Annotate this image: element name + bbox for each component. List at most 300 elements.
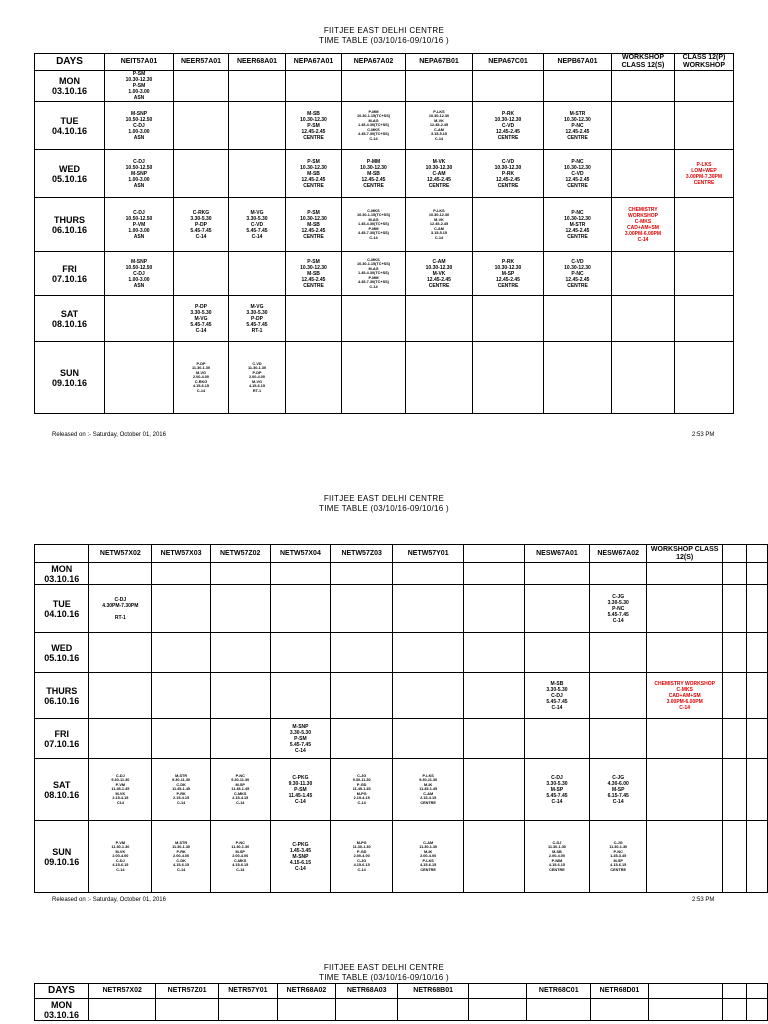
- schedule-cell: [331, 673, 393, 719]
- schedule-entry: C-AM 11.30-1.30 M-IK 2.00-4.00 P-LKS 4.15-6.15 CENTRE: [419, 840, 438, 872]
- day-name: SUN: [59, 367, 79, 378]
- schedule-entry: P-RK 10.30-12.30 M-SP 12.45-2.45 CENTRE: [494, 258, 522, 289]
- day-name: TUE: [60, 115, 79, 126]
- column-header-nesw67a02: NESW67A02: [589, 545, 647, 563]
- schedule-cell: [612, 71, 675, 102]
- day-cell: [35, 150, 105, 198]
- column-header-netw57z03: NETW57Z03: [331, 545, 393, 563]
- schedule-cell: [174, 198, 229, 252]
- schedule-cell: [105, 342, 174, 414]
- schedule-cell: [747, 999, 768, 1021]
- day-date: 04.10.16: [51, 125, 88, 136]
- schedule-cell: [342, 150, 406, 198]
- day-row: [35, 821, 768, 893]
- column-header-neer68a01: NEER68A01: [229, 54, 286, 71]
- schedule-cell: [473, 71, 544, 102]
- column-header-class-12-p-workshop: CLASS 12(P) WORKSHOP: [675, 54, 734, 71]
- schedule-entry: P-VM 11.30-1.30 M-VK 2.00-4.00 C-DJ 4.15-6.15 C-14: [111, 840, 130, 872]
- schedule-entry: M-STR 9.30-11.30 C-DK 11.45-1.45 P-RK 2.15-4.15 C-14: [172, 773, 191, 805]
- schedule-cell: [286, 71, 342, 102]
- header-block: [0, 494, 768, 514]
- day-row: [35, 999, 768, 1021]
- day-name: THURS: [54, 214, 85, 225]
- schedule-cell: [746, 719, 767, 759]
- schedule-entry: C-DJ 3.30-5.30 M-SP 5.45-7.45 C-14: [546, 774, 568, 805]
- column-header-blank: [747, 984, 768, 999]
- schedule-cell: [174, 71, 229, 102]
- column-header-blank: [464, 545, 525, 563]
- day-row: [35, 673, 768, 719]
- schedule-cell: [589, 673, 647, 719]
- schedule-cell: [406, 198, 473, 252]
- day-date: 03.10.16: [51, 86, 88, 96]
- schedule-cell: [89, 585, 152, 633]
- schedule-entry: CHEMISTRY WORKSHOP C-MKS CAD+AM+SM 3.00PM-6.00PM C-14: [624, 206, 662, 243]
- day-cell: [35, 252, 105, 296]
- day-cell: [35, 342, 105, 414]
- schedule-cell: [331, 585, 393, 633]
- schedule-cell: [89, 633, 152, 673]
- schedule-cell: [393, 563, 464, 585]
- day-cell: [35, 633, 89, 673]
- schedule-cell: [746, 673, 767, 719]
- schedule-cell: [229, 71, 286, 102]
- schedule-cell: [722, 719, 746, 759]
- schedule-cell: [105, 252, 174, 296]
- day-name: FRI: [62, 263, 77, 274]
- column-header-nepa67a01: NEPA67A01: [286, 54, 342, 71]
- schedule-entry: P-MM 10.30-12.30 M-SB 12.45-2.45 CENTRE: [360, 158, 387, 189]
- day-row: [35, 719, 768, 759]
- column-header-blank: [746, 545, 767, 563]
- day-name: MON: [59, 76, 80, 86]
- schedule-entry: P-SM 10.30-12.30 M-SB 12.45-2.45 CENTRE: [300, 158, 327, 189]
- day-row: [35, 759, 768, 821]
- column-header-nepa67a02: NEPA67A02: [342, 54, 406, 71]
- schedule-cell: [89, 719, 152, 759]
- day-name: MON: [50, 999, 72, 1010]
- schedule-cell: [722, 633, 746, 673]
- schedule-entry: C-PKG 9.30-11.30 P-SM 11.45-1.45 C-14: [288, 774, 313, 805]
- schedule-cell: [648, 999, 723, 1021]
- schedule-entry: C-VD 10.30-12.30 P-NC 12.45-2.45 CENTRE: [564, 258, 591, 289]
- day-name: MON: [51, 563, 73, 574]
- column-header-neer57a01: NEER57A01: [174, 54, 229, 71]
- timetable-subtitle: TIME TABLE (03/10/16-09/10/16 ): [319, 36, 449, 45]
- column-header-nepb67a01: NEPB67A01: [544, 54, 612, 71]
- day-date: 06.10.16: [51, 224, 88, 235]
- schedule-entry: C-VD 10.30-12.30 P-RK 12.45-2.45 CENTRE: [494, 158, 522, 189]
- schedule-entry: P-LKS LOM+WEP 3.00PM-7.30PM CENTRE: [685, 161, 723, 186]
- schedule-cell: [229, 150, 286, 198]
- schedule-cell: [589, 719, 647, 759]
- schedule-cell: [468, 999, 526, 1021]
- schedule-entry: C-DJ 10.50-12.50 M-SNP 1.00-3.00 ASN: [125, 158, 153, 189]
- schedule-cell: [342, 252, 406, 296]
- day-name: SAT: [53, 779, 71, 790]
- schedule-entry: C-MKS 10.30-1.15(TC+SS) M-AG 1.45-4.30(TC+SS) P-MM 4.45-7.30(TC+SS) C-14: [356, 208, 391, 240]
- schedule-cell: [152, 719, 211, 759]
- schedule-cell: [647, 719, 722, 759]
- schedule-cell: [105, 150, 174, 198]
- schedule-entry: P-SM 10.30-12.30 P-SM 1.00-3.00 ASN: [125, 71, 153, 101]
- schedule-cell: [464, 719, 525, 759]
- schedule-cell: [270, 759, 331, 821]
- column-header-blank: [648, 984, 723, 999]
- schedule-cell: [89, 563, 152, 585]
- schedule-entry: P-SM 10.30-12.30 M-SB 12.45-2.45 CENTRE: [300, 258, 327, 289]
- day-row: [35, 198, 734, 252]
- schedule-cell: [675, 342, 734, 414]
- schedule-cell: [464, 633, 525, 673]
- schedule-entry: C-DJ 11.30-1.30 M-SB 2.00-4.00 P-NIM 4.15-6.15 CENTRE: [547, 840, 566, 872]
- header-row: [35, 54, 734, 71]
- day-date: 07.10.16: [44, 738, 80, 749]
- schedule-cell: [473, 252, 544, 296]
- column-header-netr57y01: NETR57Y01: [218, 984, 277, 999]
- schedule-entry: P-NC 9.30-11.30 M-SP 11.45-1.45 C-MKS 2.15-4.15 C-14: [231, 773, 250, 805]
- schedule-cell: [647, 563, 722, 585]
- timetable-subtitle: TIME TABLE (03/10/16-09/10/16 ): [319, 504, 449, 513]
- schedule-cell: [270, 585, 331, 633]
- schedule-cell: [174, 252, 229, 296]
- release-time: 2:53 PM: [692, 897, 715, 903]
- centre-title: FIITJEE EAST DELHI CENTRE: [323, 26, 445, 35]
- schedule-cell: [210, 633, 270, 673]
- schedule-entry: M-STR 11.30-1.30 P-RK 2.00-4.00 C-DK 4.15-6.15 C-14: [172, 840, 191, 872]
- day-name: THURS: [46, 685, 78, 696]
- day-name: SAT: [60, 308, 79, 319]
- schedule-cell: [675, 198, 734, 252]
- schedule-cell: [544, 102, 612, 150]
- schedule-cell: [342, 102, 406, 150]
- column-header-nesw67a01: NESW67A01: [524, 545, 589, 563]
- schedule-cell: [406, 252, 473, 296]
- schedule-cell: [156, 999, 218, 1021]
- schedule-entry: C-JG 4.30-6.00 M-SP 6.15-7.45 C-14: [607, 774, 629, 805]
- schedule-entry: P-LKS 10.30-12.30 M-VK 12.45-2.45 C-AM 3.15-5.15 C-14: [428, 109, 450, 141]
- schedule-cell: [612, 198, 675, 252]
- schedule-cell: [591, 999, 648, 1021]
- schedule-cell: [589, 563, 647, 585]
- schedule-cell: [722, 673, 746, 719]
- column-header-netr68a03: NETR68A03: [336, 984, 398, 999]
- schedule-entry: P-MM 10.30-1.15(TC+SS) M-AG 1.45-4.30(TC+SS) C-MKS 4.45-7.30(TC+SS) C-14: [356, 109, 391, 141]
- timetable-1: [34, 53, 734, 414]
- schedule-cell: [746, 759, 767, 821]
- day-date: 07.10.16: [51, 273, 88, 284]
- schedule-entry: C-DJ 9.30-11.30 P-VM 11.45-1.45 M-VK 2.15-4.15 C14: [111, 773, 130, 805]
- schedule-cell: [152, 821, 211, 893]
- header-row: [35, 545, 768, 563]
- schedule-cell: [589, 821, 647, 893]
- schedule-cell: [647, 821, 722, 893]
- day-row: [35, 585, 768, 633]
- schedule-entry: C-MKS 10.30-1.15(TC+SS) M-AG 1.45-4.30(TC+SS) P-MM 4.45-7.30(TC+SS) C-14: [356, 257, 391, 289]
- schedule-cell: [527, 999, 591, 1021]
- day-date: 05.10.16: [51, 173, 88, 184]
- column-header-workshop-class-12-s: WORKSHOP CLASS 12(S): [612, 54, 675, 71]
- day-date: 04.10.16: [44, 608, 80, 619]
- schedule-cell: [270, 719, 331, 759]
- schedule-cell: [544, 252, 612, 296]
- schedule-entry: P-DP 11.30-1.30 M-VG 2.00-4.00 C-RKG 4.15-6.15 C-14: [192, 361, 210, 393]
- day-name: TUE: [52, 598, 71, 609]
- schedule-cell: [544, 71, 612, 102]
- schedule-entry: C-JG 9.30-11.30 P-GD 11.45-1.45 M-PG 2.15-4.15 C-14: [352, 773, 371, 805]
- schedule-cell: [286, 102, 342, 150]
- schedule-cell: [464, 821, 525, 893]
- day-row: [35, 633, 768, 673]
- schedule-cell: [336, 999, 398, 1021]
- schedule-cell: [210, 585, 270, 633]
- schedule-cell: [393, 719, 464, 759]
- schedule-cell: [286, 252, 342, 296]
- schedule-cell: [406, 71, 473, 102]
- schedule-cell: [342, 198, 406, 252]
- schedule-cell: [286, 198, 342, 252]
- schedule-cell: [105, 296, 174, 342]
- schedule-entry: C-JG 3.30-5.30 P-NC 5.45-7.45 C-14: [607, 593, 629, 624]
- schedule-cell: [89, 673, 152, 719]
- day-date: 05.10.16: [44, 652, 80, 663]
- schedule-cell: [331, 821, 393, 893]
- release-note: Released on :- Saturday, October 01, 2016: [52, 897, 166, 903]
- schedule-entry: C-DJ 10.50-12.50 P-VM 1.00-3.00 ASN: [125, 209, 153, 240]
- day-date: 03.10.16: [43, 1009, 80, 1020]
- schedule-cell: [210, 821, 270, 893]
- day-cell: [35, 821, 89, 893]
- schedule-entry: C-RKG 3.30-5.30 P-DP 5.45-7.45 C-14: [190, 209, 212, 240]
- schedule-cell: [88, 999, 155, 1021]
- schedule-cell: [152, 759, 211, 821]
- schedule-cell: [342, 71, 406, 102]
- schedule-cell: [647, 633, 722, 673]
- schedule-cell: [331, 633, 393, 673]
- column-header-netw57x03: NETW57X03: [152, 545, 211, 563]
- column-header-netr68d01: NETR68D01: [591, 984, 648, 999]
- schedule-cell: [723, 999, 747, 1021]
- schedule-cell: [722, 563, 746, 585]
- schedule-cell: [473, 150, 544, 198]
- schedule-cell: [473, 198, 544, 252]
- schedule-cell: [524, 633, 589, 673]
- schedule-cell: [746, 585, 767, 633]
- schedule-cell: [270, 633, 331, 673]
- schedule-cell: [393, 759, 464, 821]
- day-cell: [35, 296, 105, 342]
- schedule-entry: C-AM 10.30-12.30 M-VK 12.45-2.45 CENTRE: [425, 258, 453, 289]
- schedule-cell: [342, 296, 406, 342]
- day-row: [35, 252, 734, 296]
- schedule-cell: [612, 252, 675, 296]
- schedule-cell: [286, 342, 342, 414]
- schedule-cell: [406, 150, 473, 198]
- schedule-entry: CHEMISTRY WORKSHOP C-MKS CAD+AM+SM 3.00PM-6.00PM C-14: [654, 680, 715, 711]
- schedule-cell: [229, 102, 286, 150]
- column-header-blank: [468, 984, 526, 999]
- column-header-netw57z02: NETW57Z02: [210, 545, 270, 563]
- schedule-cell: [675, 102, 734, 150]
- schedule-cell: [524, 759, 589, 821]
- column-header-netr57z01: NETR57Z01: [156, 984, 218, 999]
- schedule-cell: [544, 150, 612, 198]
- schedule-cell: [174, 296, 229, 342]
- schedule-cell: [722, 585, 746, 633]
- day-cell: [35, 71, 105, 102]
- schedule-cell: [524, 563, 589, 585]
- schedule-cell: [393, 633, 464, 673]
- schedule-cell: [406, 102, 473, 150]
- schedule-entry: C-DJ 4.30PM-7.30PM RT-1: [102, 596, 139, 621]
- schedule-entry: M-SNP 3.30-5.30 P-SM 5.45-7.45 C-14: [289, 723, 311, 754]
- schedule-cell: [647, 759, 722, 821]
- schedule-cell: [647, 673, 722, 719]
- column-header-netr68a02: NETR68A02: [277, 984, 335, 999]
- schedule-entry: M-PG 11.30-1.30 P-GD 2.00-4.00 C-JG 4.15-6.15 C-14: [352, 840, 371, 872]
- schedule-cell: [406, 296, 473, 342]
- schedule-cell: [473, 102, 544, 150]
- schedule-entry: M-SNP 10.50-12.50 C-DJ 1.00-3.00 ASN: [125, 258, 153, 289]
- column-header-workshop-class-12-s: WORKSHOP CLASS 12(S): [647, 545, 722, 563]
- column-header-blank: [723, 984, 747, 999]
- column-header-netw57y01: NETW57Y01: [393, 545, 464, 563]
- schedule-cell: [210, 563, 270, 585]
- schedule-cell: [342, 342, 406, 414]
- schedule-cell: [544, 296, 612, 342]
- schedule-entry: P-RK 10.30-12.30 C-VD 12.45-2.45 CENTRE: [494, 110, 522, 141]
- schedule-cell: [647, 585, 722, 633]
- schedule-cell: [722, 759, 746, 821]
- schedule-cell: [152, 563, 211, 585]
- day-row: [35, 342, 734, 414]
- schedule-cell: [331, 759, 393, 821]
- centre-title: FIITJEE EAST DELHI CENTRE: [323, 963, 445, 972]
- day-date: 09.10.16: [51, 377, 88, 388]
- column-header-neit57a01: NEIT57A01: [105, 54, 174, 71]
- schedule-cell: [406, 342, 473, 414]
- column-header-nepa67b01: NEPA67B01: [406, 54, 473, 71]
- schedule-cell: [210, 719, 270, 759]
- schedule-cell: [464, 585, 525, 633]
- day-row: [35, 563, 768, 585]
- schedule-cell: [270, 821, 331, 893]
- schedule-cell: [152, 585, 211, 633]
- day-cell: [35, 673, 89, 719]
- schedule-entry: P-SM 10.30-12.30 M-SB 12.45-2.45 CENTRE: [300, 209, 327, 240]
- schedule-cell: [277, 999, 335, 1021]
- schedule-cell: [210, 673, 270, 719]
- column-header-netr68b01: NETR68B01: [398, 984, 469, 999]
- day-cell: [35, 759, 89, 821]
- schedule-cell: [524, 719, 589, 759]
- schedule-cell: [464, 673, 525, 719]
- day-name: SUN: [52, 846, 72, 857]
- schedule-entry: P-NC 10.30-12.30 M-STR 12.45-2.45 CENTRE: [564, 209, 591, 240]
- schedule-cell: [612, 102, 675, 150]
- day-date: 08.10.16: [51, 318, 88, 329]
- schedule-cell: [675, 150, 734, 198]
- schedule-entry: C-VD 11.30-1.30 P-DP 2.00-4.00 M-VG 4.15-6.15 RT-1: [248, 361, 266, 393]
- day-date: 09.10.16: [44, 856, 80, 867]
- timetable-2: [34, 544, 768, 893]
- day-date: 03.10.16: [44, 573, 80, 584]
- column-header-nepa67c01: NEPA67C01: [473, 54, 544, 71]
- day-cell: [35, 198, 105, 252]
- schedule-cell: [675, 252, 734, 296]
- schedule-entry: M-VG 3.30-5.30 P-DP 5.45-7.45 RT-1: [246, 303, 268, 334]
- schedule-cell: [270, 673, 331, 719]
- day-name: WED: [51, 642, 73, 653]
- schedule-cell: [393, 585, 464, 633]
- schedule-cell: [746, 563, 767, 585]
- schedule-entry: P-LKS 10.30-12.30 M-VK 12.45-2.45 C-AM 3.15-5.15 C-14: [428, 208, 450, 240]
- column-header-netr68c01: NETR68C01: [527, 984, 591, 999]
- schedule-entry: P-NC 10.30-12.30 C-VD 12.45-2.45 CENTRE: [564, 158, 591, 189]
- schedule-cell: [473, 342, 544, 414]
- schedule-cell: [398, 999, 469, 1021]
- schedule-cell: [174, 150, 229, 198]
- day-cell: [35, 563, 89, 585]
- schedule-cell: [174, 102, 229, 150]
- schedule-cell: [675, 71, 734, 102]
- schedule-entry: M-SB 3.30-5.30 C-DJ 5.45-7.45 C-14: [546, 680, 568, 711]
- column-header-netw57x02: NETW57X02: [89, 545, 152, 563]
- days-header: [35, 545, 89, 563]
- day-date: 08.10.16: [44, 789, 80, 800]
- schedule-cell: [612, 150, 675, 198]
- schedule-cell: [589, 633, 647, 673]
- schedule-cell: [270, 563, 331, 585]
- schedule-cell: [544, 198, 612, 252]
- schedule-cell: [89, 759, 152, 821]
- schedule-cell: [210, 759, 270, 821]
- schedule-entry: P-LKS 9.30-11.30 M-IK 11.45-1.45 C-AM 2.15-4.15 CENTRE: [419, 773, 438, 805]
- schedule-cell: [393, 673, 464, 719]
- schedule-entry: M-VK 10.30-12.30 C-AM 12.45-2.45 CENTRE: [425, 158, 453, 189]
- day-row: [35, 102, 734, 150]
- schedule-cell: [675, 296, 734, 342]
- schedule-cell: [524, 673, 589, 719]
- day-cell: [35, 719, 89, 759]
- schedule-cell: [722, 821, 746, 893]
- header-block: [0, 26, 768, 46]
- day-cell: [35, 585, 89, 633]
- schedule-cell: [331, 719, 393, 759]
- schedule-entry: M-STR 10.30-12.30 P-NC 12.45-2.45 CENTRE: [564, 110, 591, 141]
- schedule-cell: [174, 342, 229, 414]
- schedule-cell: [286, 150, 342, 198]
- release-time: 2:53 PM: [692, 432, 715, 438]
- schedule-cell: [393, 821, 464, 893]
- schedule-entry: P-DP 3.30-5.30 M-VG 5.45-7.45 C-14: [190, 303, 212, 334]
- schedule-cell: [105, 198, 174, 252]
- day-date: 06.10.16: [44, 695, 80, 706]
- schedule-cell: [524, 585, 589, 633]
- schedule-cell: [612, 342, 675, 414]
- schedule-cell: [229, 252, 286, 296]
- days-header: DAYS: [35, 984, 89, 999]
- centre-title: FIITJEE EAST DELHI CENTRE: [323, 494, 445, 503]
- schedule-cell: [105, 102, 174, 150]
- day-name: WED: [59, 163, 80, 174]
- header-row: [35, 984, 768, 999]
- column-header-netw57x04: NETW57X04: [270, 545, 331, 563]
- column-header-blank: [722, 545, 746, 563]
- day-cell: [35, 102, 105, 150]
- schedule-cell: [152, 633, 211, 673]
- release-note: Released on :- Saturday, October 01, 2016: [52, 432, 166, 438]
